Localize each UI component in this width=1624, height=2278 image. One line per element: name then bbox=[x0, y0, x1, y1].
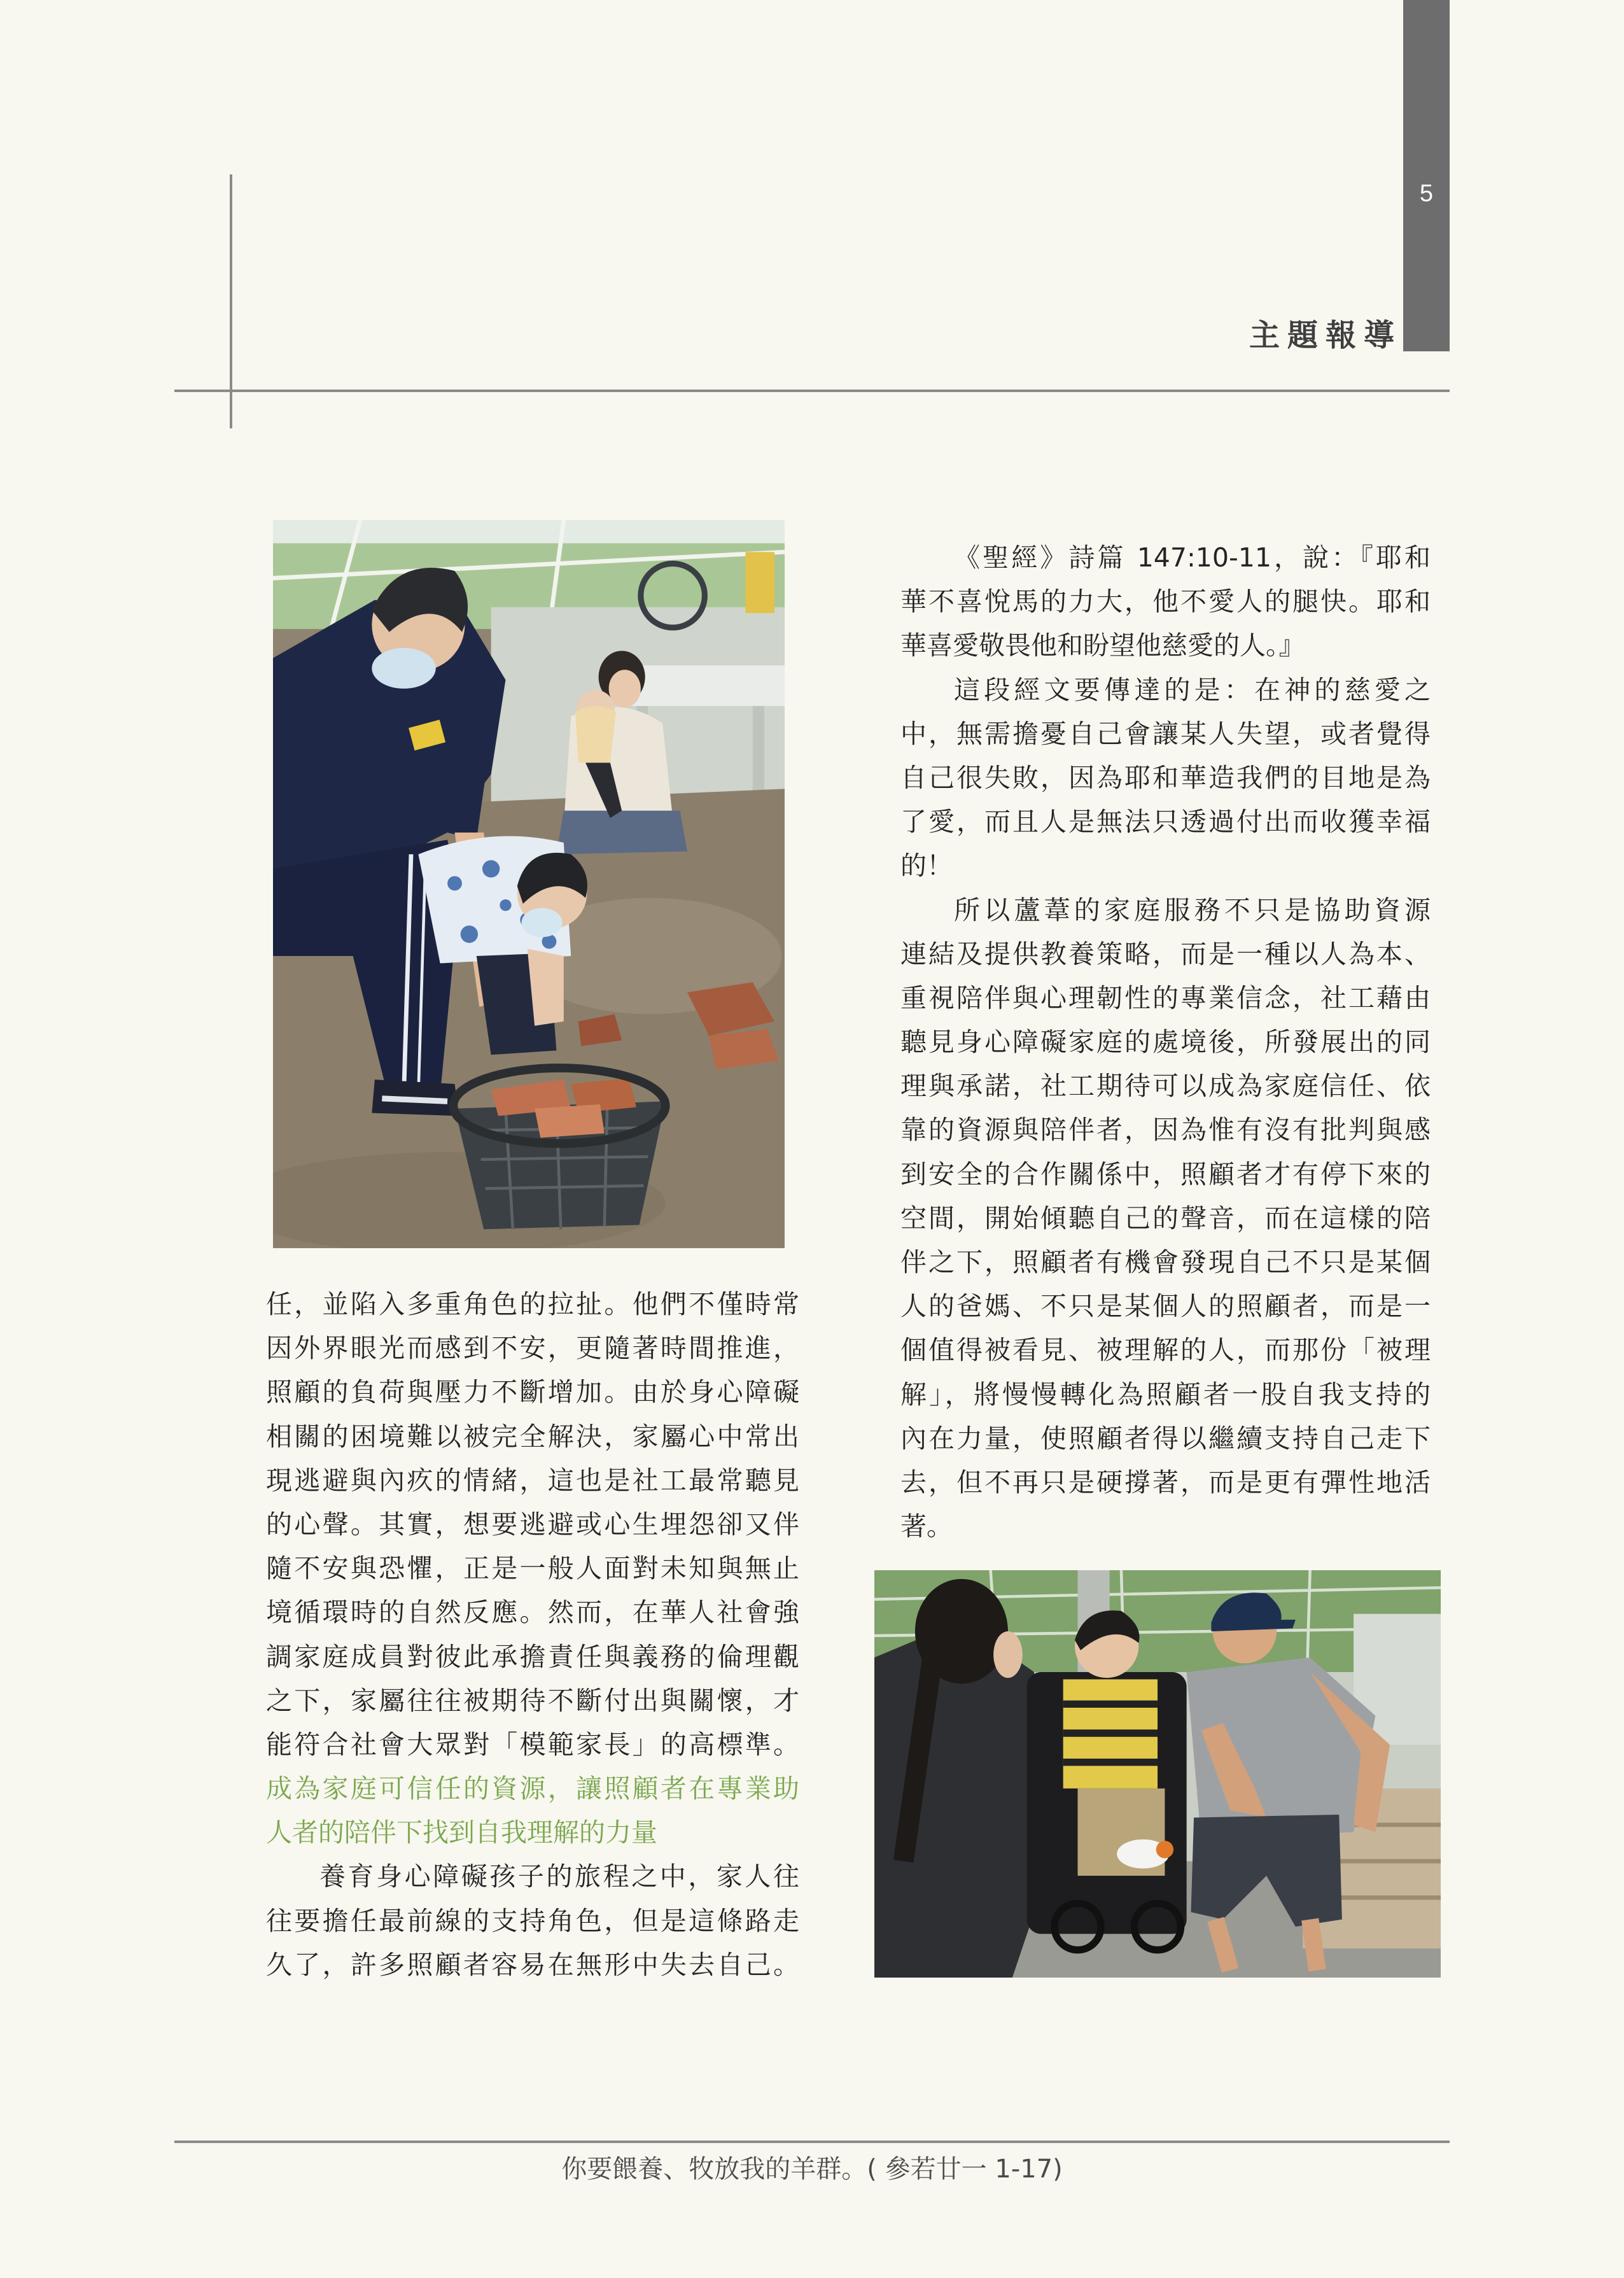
body-text-line: 任，並陷入多重角色的拉扯。他們不僅時常 bbox=[266, 1289, 799, 1319]
body-text-line: 隨不安與恐懼，正是一般人面對未知與無止 bbox=[266, 1553, 799, 1584]
page-number: 5 bbox=[1419, 180, 1434, 207]
body-text-line: 華不喜悅馬的力大，他不愛人的腿快。耶和 bbox=[900, 586, 1431, 617]
body-text-line: 靠的資源與陪伴者，因為惟有沒有批判與感 bbox=[900, 1114, 1431, 1146]
photo-brick-activity bbox=[273, 520, 785, 1248]
left-text-column bbox=[266, 1283, 799, 1987]
body-text-line: 因外界眼光而感到不安，更隨著時間推進， bbox=[266, 1333, 799, 1364]
body-text-line: 調家庭成員對彼此承擔責任與義務的倫理觀 bbox=[266, 1641, 799, 1672]
body-text-line: 中，無需擔憂自己會讓某人失望，或者覺得 bbox=[900, 718, 1431, 749]
body-text-line: 能符合社會大眾對「模範家長」的高標準。 bbox=[266, 1729, 799, 1760]
body-text-line: 華喜愛敬畏他和盼望他慈愛的人。』 bbox=[900, 630, 1305, 661]
body-text-line: 養育身心障礙孩子的旅程之中，家人往 bbox=[319, 1861, 799, 1892]
body-text-line: 了愛，而且人是無法只透過付出而收獲幸福 bbox=[900, 806, 1431, 838]
body-text-line: 這段經文要傳達的是：在神的慈愛之 bbox=[954, 674, 1431, 705]
body-text-line: 理與承諾，社工期待可以成為家庭信任、依 bbox=[900, 1071, 1431, 1102]
photo-brick-activity-image bbox=[273, 520, 785, 1248]
body-text-line: 現逃避與內疚的情緒，這也是社工最常聽見 bbox=[266, 1465, 799, 1496]
body-text-line: 到安全的合作關係中，照顧者才有停下來的 bbox=[900, 1158, 1431, 1190]
subheading-line: 人者的陪伴下找到自我理解的力量 bbox=[266, 1817, 657, 1848]
body-text-line: 相關的困境難以被完全解決，家屬心中常出 bbox=[266, 1421, 799, 1452]
body-text-line: 著。 bbox=[900, 1511, 953, 1542]
photo-family-visit-image bbox=[874, 1570, 1441, 1978]
body-text-line: 內在力量，使照顧者得以繼續支持自己走下 bbox=[900, 1423, 1431, 1454]
body-text-line: 聽見身心障礙家庭的處境後，所發展出的同 bbox=[900, 1027, 1431, 1058]
body-text-line: 個值得被看見、被理解的人，而那份「被理 bbox=[900, 1335, 1431, 1366]
body-text-line: 所以蘆葦的家庭服務不只是協助資源 bbox=[954, 894, 1431, 925]
body-text-line: 的心聲。其實，想要逃避或心生埋怨卻又伴 bbox=[266, 1508, 799, 1540]
body-text-line: 重視陪伴與心理韌性的專業信念，社工藉由 bbox=[900, 982, 1431, 1013]
body-text-line: 伴之下，照顧者有機會發現自己不只是某個 bbox=[900, 1247, 1431, 1277]
subheading-line: 成為家庭可信任的資源，讓照顧者在專業助 bbox=[266, 1773, 799, 1804]
section-title: 主題報導 bbox=[1249, 318, 1402, 353]
right-text-column bbox=[900, 536, 1431, 1549]
body-text-line: 連結及提供教養策略，而是一種以人為本、 bbox=[900, 938, 1431, 969]
body-text-line: 去，但不再只是硬撐著，而是更有彈性地活 bbox=[900, 1466, 1431, 1498]
body-text-line: 人的爸媽、不只是某個人的照顧者，而是一 bbox=[900, 1291, 1431, 1322]
footer-rule bbox=[174, 2141, 1450, 2143]
body-text-line: 《聖經》詩篇 147:10-11，說：『耶和 bbox=[954, 542, 1431, 573]
body-text-line: 自己很失敗，因為耶和華造我們的目地是為 bbox=[900, 762, 1431, 793]
body-text-line: 往要擔任最前線的支持角色，但是這條路走 bbox=[266, 1905, 799, 1936]
photo-family-visit bbox=[874, 1570, 1441, 1978]
body-text-line: 境循環時的自然反應。然而，在華人社會強 bbox=[266, 1597, 799, 1628]
body-text-line: 之下，家屬往往被期待不斷付出與關懷，才 bbox=[266, 1685, 799, 1716]
body-text-line: 久了，許多照顧者容易在無形中失去自己。 bbox=[266, 1949, 799, 1980]
footer-quote: 你要餵養、牧放我的羊群。( 參若廿一 1-17) bbox=[561, 2155, 1063, 2184]
body-text-line: 解」，將慢慢轉化為照顧者一股自我支持的 bbox=[900, 1379, 1431, 1410]
body-text-line: 照顧的負荷與壓力不斷增加。由於身心障礙 bbox=[266, 1377, 799, 1408]
body-text-line: 空間，開始傾聽自己的聲音，而在這樣的陪 bbox=[900, 1202, 1431, 1234]
header-horizontal-rule bbox=[174, 390, 1450, 392]
body-text-line: 的！ bbox=[900, 850, 953, 882]
